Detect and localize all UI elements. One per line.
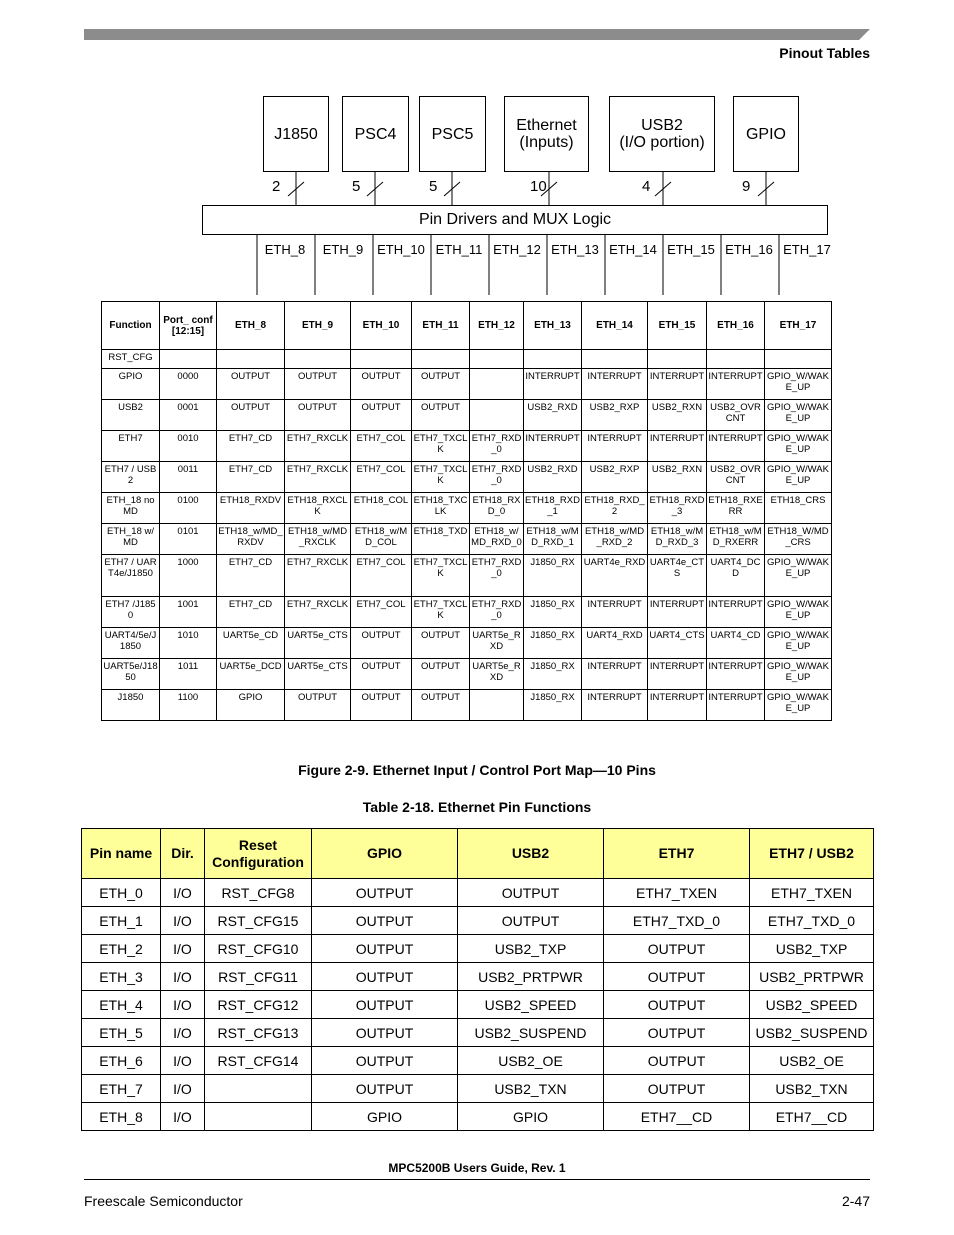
table-cell: GPIO_W/WAKE_UP [765,369,832,400]
table-cell: INTERRUPT [582,597,648,628]
table-cell: INTERRUPT [707,431,765,462]
table-cell: ETH18_w/MD_COL [351,524,412,555]
table-cell: UART5e_CTS [285,659,351,690]
table-cell: ETH18_RXD_2 [582,493,648,524]
bus-count-ethernet: 10 [530,178,547,195]
table-cell: USB2_OE [750,1047,874,1075]
table-row [82,879,874,907]
block-j1850: J1850 [263,96,329,172]
column-header: ETH_17 [765,302,832,350]
table-cell: ETH_2 [82,935,161,963]
table-row [102,493,832,524]
table-cell: USB2_RXD [524,400,582,431]
pin-functions-table [81,828,874,1131]
table-cell [205,1103,312,1131]
table-cell: INTERRUPT [582,690,648,721]
table-row [82,991,874,1019]
doc-title: MPC5200B Users Guide, Rev. 1 [388,1161,566,1175]
table-cell: OUTPUT [312,963,458,991]
table-cell: INTERRUPT [648,659,707,690]
table-cell: INTERRUPT [582,431,648,462]
column-header: ETH_11 [412,302,470,350]
port-map-table [101,301,832,721]
column-header: ETH7 [604,829,750,879]
table-cell: UART4_RXD [582,628,648,659]
table-cell: UART5e_RXD [470,659,524,690]
column-header: Port_ conf [12:15] [160,302,217,350]
table-cell: OUTPUT [412,369,470,400]
column-header: Dir. [161,829,205,879]
table-cell: GPIO [458,1103,604,1131]
column-header: Reset Configuration [205,829,312,879]
table-cell: ETH7__CD [604,1103,750,1131]
table-cell: ETH7_RXCLK [285,555,351,597]
table-cell: ETH18_w/MD_RXERR [707,524,765,555]
table-cell: RST_CFG8 [205,879,312,907]
table-cell: ETH7 [102,431,160,462]
figure-caption: Figure 2-9. Ethernet Input / Control Port Map—10 Pins [298,762,656,778]
table-cell: UART5e/J1850 [102,659,160,690]
table-cell: ETH18_w/MD_RXD_0 [470,524,524,555]
table-cell: ETH7_CD [217,555,285,597]
table-cell [351,350,412,369]
block-usb2: USB2 (I/O portion) [609,96,715,172]
bus-count-j1850: 2 [272,178,281,195]
table-row [82,935,874,963]
table-cell: OUTPUT [604,935,750,963]
table-cell: USB2_SPEED [750,991,874,1019]
table-cell: UART4e_CTS [648,555,707,597]
table-cell: USB2_RXN [648,400,707,431]
bus-count-usb2: 4 [642,178,651,195]
table-cell: OUTPUT [412,690,470,721]
table-cell: 1001 [160,597,217,628]
table-cell: ETH_0 [82,879,161,907]
table-cell [582,350,648,369]
eth-label: ETH_8 [264,242,306,257]
column-header: ETH_16 [707,302,765,350]
table-cell: RST_CFG14 [205,1047,312,1075]
table-cell: ETH7_RXD_0 [470,431,524,462]
table-cell: GPIO [312,1103,458,1131]
table-cell: ETH_3 [82,963,161,991]
table-cell: USB2_TXP [750,935,874,963]
table-cell: ETH7_TXCLK [412,597,470,628]
table-cell [160,350,217,369]
eth-label: ETH_12 [493,242,541,257]
table-cell: ETH18_RXD_0 [470,493,524,524]
table-cell: UART4/5e/J1850 [102,628,160,659]
table-cell: USB2_RXP [582,400,648,431]
table-cell: ETH_18 w/ MD [102,524,160,555]
footer-divider [84,1179,870,1180]
table-cell: I/O [161,1103,205,1131]
table-row [82,1075,874,1103]
table-cell: OUTPUT [217,369,285,400]
table-cell: ETH7_CD [217,462,285,493]
table-cell: GPIO_W/WAKE_UP [765,400,832,431]
table-cell [470,350,524,369]
table-cell [470,369,524,400]
table-cell: I/O [161,991,205,1019]
table-row [102,462,832,493]
table-cell: ETH18_RXERR [707,493,765,524]
table-cell: INTERRUPT [707,659,765,690]
table-cell: USB2_RXD [524,462,582,493]
table-cell: ETH_18 no MD [102,493,160,524]
table-cell: OUTPUT [285,369,351,400]
table-cell: I/O [161,879,205,907]
table-cell: I/O [161,907,205,935]
table-cell: ETH7_COL [351,555,412,597]
table-cell: INTERRUPT [648,431,707,462]
column-header: ETH_15 [648,302,707,350]
column-header: ETH_9 [285,302,351,350]
table-cell: USB2_PRTPWR [458,963,604,991]
table-cell: OUTPUT [604,1047,750,1075]
eth-label: ETH_13 [551,242,599,257]
table-cell: GPIO_W/WAKE_UP [765,628,832,659]
table-cell: I/O [161,1019,205,1047]
table-cell: USB2_SUSPEND [458,1019,604,1047]
table-cell: UART5e_RXD [470,628,524,659]
table-cell: OUTPUT [312,1047,458,1075]
table-cell: USB2_PRTPWR [750,963,874,991]
table-cell: USB2 [102,400,160,431]
table-cell: ETH7_TXD_0 [750,907,874,935]
table-cell: GPIO_W/WAKE_UP [765,597,832,628]
table-cell: ETH18_W/MD_CRS [765,524,832,555]
table-cell: INTERRUPT [707,690,765,721]
table-cell: ETH7__CD [750,1103,874,1131]
table-cell: J1850_RX [524,659,582,690]
table-cell [648,350,707,369]
table-cell: I/O [161,1047,205,1075]
table-cell [205,1075,312,1103]
table-cell: 0000 [160,369,217,400]
eth-label: ETH_16 [725,242,773,257]
table-cell: OUTPUT [604,963,750,991]
table-cell [765,350,832,369]
table-cell: I/O [161,935,205,963]
table-cell: OUTPUT [285,690,351,721]
table-cell: ETH7_TXCLK [412,555,470,597]
table-cell [285,350,351,369]
table-row [102,690,832,721]
bus-count-psc4: 5 [352,178,361,195]
table-cell: ETH7_TXCLK [412,431,470,462]
table-cell: ETH_5 [82,1019,161,1047]
company-name: Freescale Semiconductor [84,1193,243,1209]
table-cell: RST_CFG10 [205,935,312,963]
table-cell [217,350,285,369]
table-cell: ETH7_RXCLK [285,462,351,493]
table-cell: 0010 [160,431,217,462]
table-cell: ETH_8 [82,1103,161,1131]
table-cell: ETH_4 [82,991,161,1019]
eth-label: ETH_17 [783,242,831,257]
table-cell: USB2_SUSPEND [750,1019,874,1047]
table-cell: USB2_OE [458,1047,604,1075]
table-cell: OUTPUT [604,991,750,1019]
table-cell: OUTPUT [312,991,458,1019]
table-row [102,659,832,690]
table-cell: ETH18_RXD_3 [648,493,707,524]
mux-logic-block: Pin Drivers and MUX Logic [202,205,828,235]
table-cell: ETH7_TXEN [604,879,750,907]
table-cell: GPIO_W/WAKE_UP [765,431,832,462]
table-cell: ETH7 / UART4e/J1850 [102,555,160,597]
table-cell: OUTPUT [604,1075,750,1103]
table-cell: ETH7 / USB2 [102,462,160,493]
table-cell: OUTPUT [312,1075,458,1103]
table-cell: OUTPUT [217,400,285,431]
table-cell: UART4_CTS [648,628,707,659]
table-cell: J1850 [102,690,160,721]
table-cell: UART5e_CTS [285,628,351,659]
column-header: ETH7 / USB2 [750,829,874,879]
table-cell: 1011 [160,659,217,690]
section-title: Pinout Tables [779,45,870,61]
eth-label: ETH_10 [377,242,425,257]
table-cell: ETH7_RXD_0 [470,462,524,493]
table-cell [470,400,524,431]
table-cell: ETH18_w/MD_RXD_3 [648,524,707,555]
table-cell: OUTPUT [285,400,351,431]
table-cell: INTERRUPT [648,690,707,721]
table-cell: RST_CFG12 [205,991,312,1019]
table-cell: J1850_RX [524,597,582,628]
table-row [82,1103,874,1131]
table-cell: ETH18_TXD [412,524,470,555]
table-cell: OUTPUT [412,400,470,431]
block-psc5: PSC5 [419,96,486,172]
table-header-row [102,302,832,350]
table-cell: ETH7_COL [351,431,412,462]
table-cell: OUTPUT [351,628,412,659]
table-cell: OUTPUT [351,369,412,400]
table-cell: ETH18_CRS [765,493,832,524]
table-cell [470,690,524,721]
table-cell [707,350,765,369]
table-cell: RST_CFG11 [205,963,312,991]
table-cell: OUTPUT [351,690,412,721]
table-cell: OUTPUT [458,879,604,907]
block-gpio: GPIO [733,96,799,172]
table-cell: USB2_TXN [750,1075,874,1103]
block-ethernet: Ethernet (Inputs) [504,96,589,172]
table-row [102,400,832,431]
table-cell: INTERRUPT [524,369,582,400]
table-cell: INTERRUPT [582,659,648,690]
table-cell: GPIO_W/WAKE_UP [765,555,832,597]
table-cell: ETH7_TXD_0 [604,907,750,935]
table-cell [412,350,470,369]
table-cell: J1850_RX [524,628,582,659]
table-row [82,963,874,991]
table-cell: UART4_CD [707,628,765,659]
table-cell: OUTPUT [312,1019,458,1047]
table-cell: INTERRUPT [524,431,582,462]
table-row [102,524,832,555]
table-cell: 1100 [160,690,217,721]
column-header: ETH_10 [351,302,412,350]
table-row [102,369,832,400]
table-cell: RST_CFG15 [205,907,312,935]
table-cell: ETH_1 [82,907,161,935]
table-caption: Table 2-18. Ethernet Pin Functions [362,799,592,815]
table-cell: ETH7 /J1850 [102,597,160,628]
column-header: ETH_12 [470,302,524,350]
table-cell: USB2_RXN [648,462,707,493]
table-row [102,628,832,659]
table-cell: RST_CFG13 [205,1019,312,1047]
column-header: ETH_8 [217,302,285,350]
table-cell: OUTPUT [351,659,412,690]
table-cell: UART4_DCD [707,555,765,597]
table-cell: ETH7_RXD_0 [470,597,524,628]
table-cell: RST_CFG [102,350,160,369]
table-cell: 0101 [160,524,217,555]
bus-count-psc5: 5 [429,178,438,195]
table-cell: ETH7_TXCLK [412,462,470,493]
table-cell: USB2_OVRCNT [707,462,765,493]
table-cell: ETH7_COL [351,462,412,493]
table-cell: ETH_6 [82,1047,161,1075]
eth-label: ETH_14 [609,242,657,257]
table-cell: UART4e_RXD [582,555,648,597]
column-header: Function [102,302,160,350]
table-cell: ETH7_CD [217,431,285,462]
table-cell: OUTPUT [312,907,458,935]
table-cell: ETH18_COL [351,493,412,524]
table-cell: J1850_RX [524,555,582,597]
table-cell: GPIO [217,690,285,721]
table-cell: 0011 [160,462,217,493]
table-cell: 0001 [160,400,217,431]
table-cell: GPIO_W/WAKE_UP [765,462,832,493]
table-cell: ETH_7 [82,1075,161,1103]
table-cell: ETH18_w/MD_RXDV [217,524,285,555]
table-cell: USB2_TXN [458,1075,604,1103]
table-row [102,431,832,462]
table-cell: INTERRUPT [648,597,707,628]
table-cell: UART5e_CD [217,628,285,659]
eth-label: ETH_11 [435,242,483,257]
table-cell: OUTPUT [412,628,470,659]
table-cell: ETH7_RXCLK [285,431,351,462]
table-cell: 1010 [160,628,217,659]
table-cell: ETH7_COL [351,597,412,628]
table-cell: ETH18_w/MD_RXCLK [285,524,351,555]
table-cell: ETH18_RXCLK [285,493,351,524]
table-cell: INTERRUPT [648,369,707,400]
table-cell: INTERRUPT [582,369,648,400]
table-cell: GPIO_W/WAKE_UP [765,690,832,721]
table-row [102,597,832,628]
table-cell: 0100 [160,493,217,524]
column-header: ETH_14 [582,302,648,350]
table-row [102,350,832,369]
table-cell: ETH7_CD [217,597,285,628]
block-psc4: PSC4 [342,96,409,172]
table-cell: OUTPUT [312,935,458,963]
table-cell: ETH18_RXDV [217,493,285,524]
eth-label: ETH_9 [322,242,364,257]
table-cell: OUTPUT [351,400,412,431]
table-cell: OUTPUT [604,1019,750,1047]
column-header: Pin name [82,829,161,879]
table-cell: ETH18_TXCLK [412,493,470,524]
column-header: GPIO [312,829,458,879]
column-header: ETH_13 [524,302,582,350]
table-cell: J1850_RX [524,690,582,721]
table-cell: UART5e_DCD [217,659,285,690]
table-row [82,1019,874,1047]
table-row [82,1047,874,1075]
table-row [102,555,832,597]
table-cell [524,350,582,369]
table-cell: 1000 [160,555,217,597]
table-row [82,907,874,935]
table-cell: ETH18_w/MD_RXD_2 [582,524,648,555]
bus-count-gpio: 9 [742,178,751,195]
table-cell: INTERRUPT [707,597,765,628]
table-cell: USB2_SPEED [458,991,604,1019]
table-cell: ETH18_RXD_1 [524,493,582,524]
table-cell: ETH7_TXEN [750,879,874,907]
table-cell: GPIO [102,369,160,400]
table-cell: I/O [161,963,205,991]
table-cell: INTERRUPT [707,369,765,400]
page-number: 2-47 [841,1193,870,1209]
table-header-row [82,829,874,879]
table-cell: USB2_TXP [458,935,604,963]
table-cell: OUTPUT [312,879,458,907]
table-cell: USB2_RXP [582,462,648,493]
table-cell: USB2_OVRCNT [707,400,765,431]
table-cell: ETH7_RXD_0 [470,555,524,597]
table-cell: OUTPUT [412,659,470,690]
eth-label: ETH_15 [667,242,715,257]
column-header: USB2 [458,829,604,879]
table-cell: I/O [161,1075,205,1103]
table-cell: GPIO_W/WAKE_UP [765,659,832,690]
table-cell: ETH18_w/MD_RXD_1 [524,524,582,555]
table-cell: ETH7_RXCLK [285,597,351,628]
table-cell: OUTPUT [458,907,604,935]
